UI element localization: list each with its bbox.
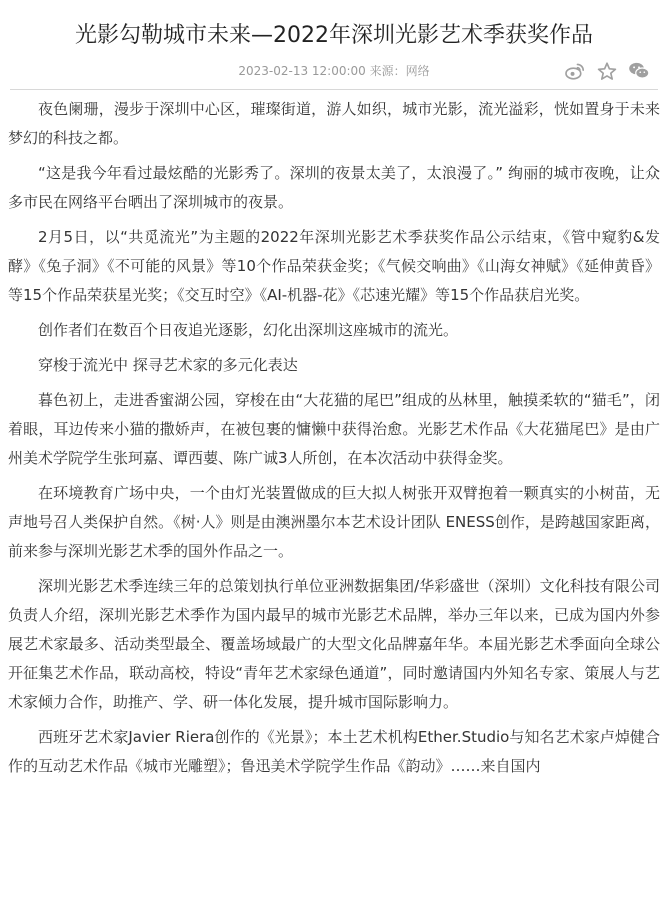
weibo-icon	[565, 62, 585, 80]
share-toolbar	[564, 60, 650, 82]
article-meta-row	[0, 60, 668, 82]
paragraph: 西班牙艺术家Javier Riera创作的《光景》；本土艺术机构Ether.Studio与知名艺术家卢焯健合作的互动艺术作品《城市光雕塑》；鲁迅美术学院学生作品《韵动》……来自国内	[8, 728, 660, 775]
paragraph: 夜色阑珊，漫步于深圳中心区，璀璨街道，游人如织，城市光影，流光溢彩，恍如置身于未来梦幻的科技之都。	[8, 100, 660, 147]
article-title: 光影勾勒城市未来—2022年深圳光影艺术季获奖作品	[75, 23, 593, 48]
article-source: 来源：网络	[369, 64, 430, 78]
paragraph: 创作者们在数百个日夜追光逐影，幻化出深圳这座城市的流光。	[38, 321, 459, 339]
wechat-icon	[628, 62, 650, 80]
paragraph: 在环境教育广场中央，一个由灯光装置做成的巨大拟人树张开双臂抱着一颗真实的小树苗，无声地号召人类保护自然。《树·人》则是由澳洲墨尔本艺术设计团队 ENESS创作，是跨越国家距离，前来参与深圳光影艺术季的国外作品之一。	[8, 484, 660, 560]
paragraph: 深圳光影艺术季连续三年的总策划执行单位亚洲数据集团/华彩盛世（深圳）文化科技有限公司负责人介绍，深圳光影艺术季作为国内最早的城市光影艺术品牌，举办三年以来，已成为国内外参展艺术家最多、活动类型最全、覆盖场域最广的大型文化品牌嘉年华。本届光影艺术季面向全球公开征集艺术作品，联动高校，特设“青年艺术家绿色通道”，同时邀请国内外知名专家、策展人与艺术家倾力合作，助推产、学、研一体化发展，提升城市国际影响力。	[8, 577, 660, 711]
header-divider	[10, 89, 658, 90]
section-subheading: 穿梭于流光中 探寻艺术家的多元化表达	[38, 356, 298, 374]
article-body	[8, 95, 660, 787]
favorite-button[interactable]	[596, 60, 618, 82]
paragraph: 2月5日，以“共觅流光”为主题的2022年深圳光影艺术季获奖作品公示结束，《管中窥豹&发酵》《兔子洞》《不可能的风景》等10个作品荣获金奖；《气候交响曲》《山海女神赋》《延伸黄昏》等15个作品荣获星光奖；《交互时空》《AI-机器-花》《芯速光耀》等15个作品获启光奖。	[8, 228, 660, 304]
article-datetime: 2023-02-13 12:00:00	[238, 64, 366, 78]
article-header	[0, 0, 668, 90]
wechat-share-button[interactable]	[628, 60, 650, 82]
paragraph: 暮色初上，走进香蜜湖公园，穿梭在由“大花猫的尾巴”组成的丛林里，触摸柔软的“猫毛”，闭着眼，耳边传来小猫的撒娇声，在被包裹的慵懒中获得治愈。光影艺术作品《大花猫尾巴》是由广州美术学院学生张珂嘉、谭西葽、陈广诚3人所创，在本次活动中获得金奖。	[8, 391, 660, 467]
weibo-share-button[interactable]	[564, 60, 586, 82]
paragraph: “这是我今年看过最炫酷的光影秀了。深圳的夜景太美了，太浪漫了。” 绚丽的城市夜晚，让众多市民在网络平台晒出了深圳城市的夜景。	[8, 164, 660, 211]
star-icon	[597, 62, 617, 81]
